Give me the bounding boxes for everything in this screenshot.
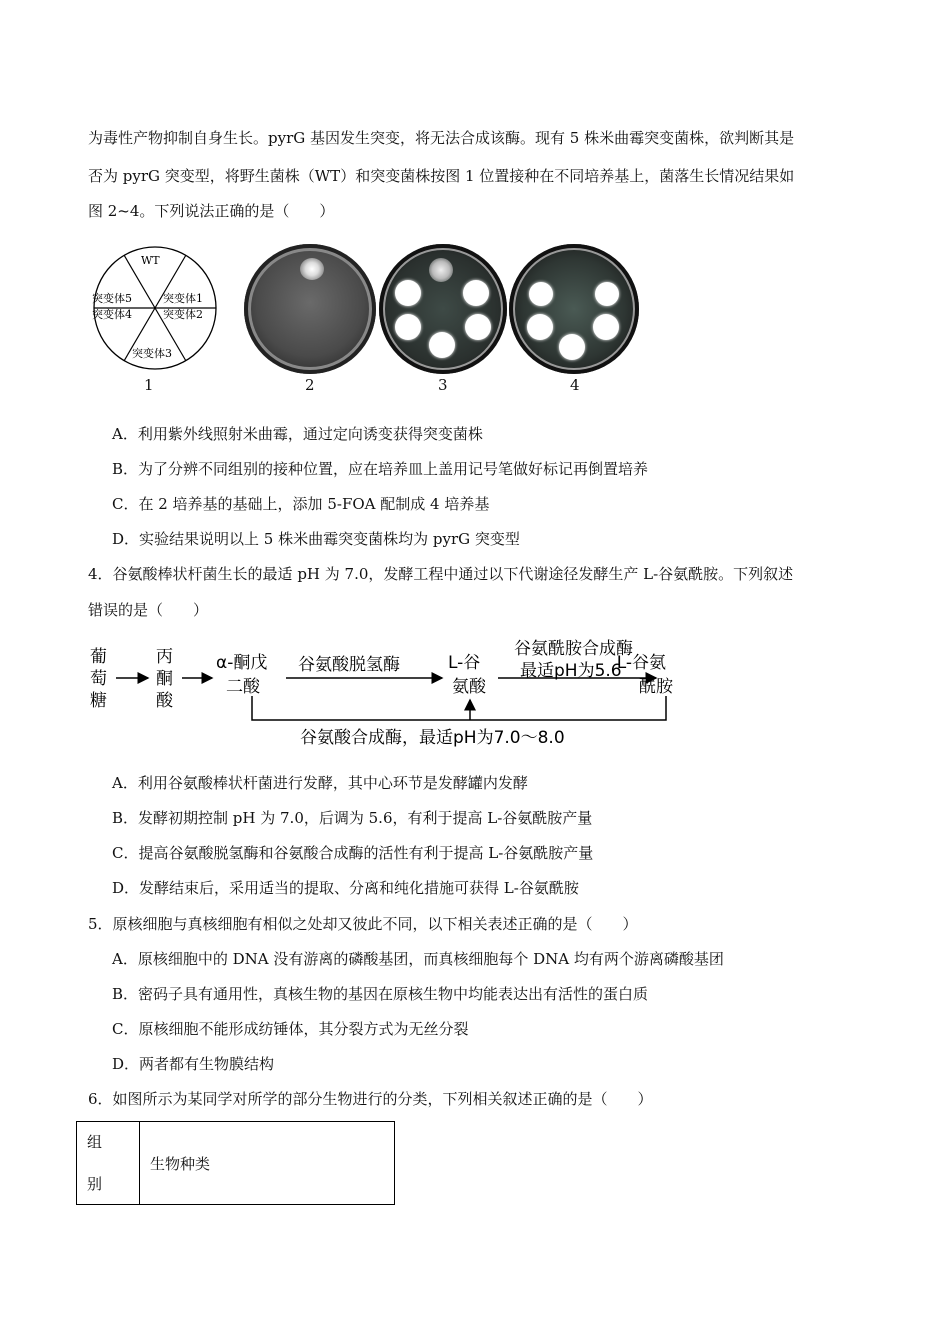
table-header-group (77, 1122, 140, 1205)
q4-stem-line-2: 错误的是（ ） (88, 601, 209, 619)
colony-mutant-4 (527, 314, 553, 340)
node-glutamate-2: 氨酸 (452, 677, 486, 697)
q6-stem: 6．如图所示为某同学对所学的部分生物进行的分类，下列相关叙述正确的是（ ） (88, 1090, 653, 1108)
q4-option-d: D．发酵结束后，采用适当的提取、分离和纯化措施可获得 L-谷氨酰胺 (112, 879, 579, 897)
colony-mutant-1 (463, 280, 489, 306)
sector-mutant-4: 突变体4 (92, 308, 132, 321)
intro-line-3: 图 2~4。下列说法正确的是（ ） (88, 202, 335, 220)
colony-mutant-2 (465, 314, 491, 340)
intro-line-2: 否为 pyrG 突变型，将野生菌株（WT）和突变菌株按图 1 位置接种在不同培养基上，菌落生长情况结果如 (88, 167, 795, 185)
node-glutamine-1: L-谷氨 (616, 653, 666, 673)
q4-stem-line-1: 4．谷氨酸棒状杆菌生长的最适 pH 为 7.0，发酵工程中通过以下代谢途径发酵生产 L-谷氨酰胺。下列叙述 (88, 565, 794, 583)
node-akg-1: α-酮戊 (216, 653, 268, 673)
q4-option-a: A．利用谷氨酸棒状杆菌进行发酵，其中心环节是发酵罐内发酵 (112, 774, 528, 792)
node-akg-2: 二酸 (226, 677, 260, 697)
colony-mutant-5 (529, 282, 553, 306)
table-header-species (140, 1122, 395, 1205)
q3-option-c: C．在 2 培养基的基础上，添加 5-FOA 配制成 4 培养基 (112, 495, 490, 513)
colony-mutant-1 (595, 282, 619, 306)
node-glucose-2: 萄 (90, 669, 107, 689)
q5-option-d: D．两者都有生物膜结构 (112, 1055, 275, 1073)
table-header-group-char-2: 别 (87, 1175, 103, 1193)
sector-wt: WT (141, 254, 160, 267)
sector-mutant-3: 突变体3 (132, 347, 172, 360)
enzyme-gs-ph: 最适pH为5.6 (520, 661, 622, 681)
table-header-species-label: 生物种类 (150, 1154, 211, 1173)
q4-option-b: B．发酵初期控制 pH 为 7.0，后调为 5.6，有利于提高 L-谷氨酰胺产量 (112, 809, 593, 827)
figure-label-2: 2 (305, 376, 315, 394)
q5-stem: 5．原核细胞与真核细胞有相似之处却又彼此不同，以下相关表述正确的是（ ） (88, 915, 638, 933)
enzyme-gs-name: 谷氨酰胺合成酶 (514, 639, 633, 659)
figure1-sector-diagram (86, 245, 226, 379)
petri-dish-2 (244, 244, 376, 374)
colony-mutant-2 (593, 314, 619, 340)
intro-line-1: 为毒性产物抑制自身生长。pyrG 基因发生突变，将无法合成该酶。现有 5 株米曲霉突变菌株，欲判断其是 (88, 129, 795, 147)
colony-mutant-3 (429, 332, 455, 358)
q5-option-c: C．原核细胞不能形成纺锤体，其分裂方式为无丝分裂 (112, 1020, 469, 1038)
figure-label-3: 3 (438, 376, 448, 394)
figure-label-1: 1 (144, 376, 154, 394)
colony-wt (300, 258, 324, 280)
colony-mutant-4 (395, 314, 421, 340)
sector-mutant-2: 突变体2 (163, 308, 203, 321)
q5-option-a: A．原核细胞中的 DNA 没有游离的磷酸基团，而真核细胞每个 DNA 均有两个游离磷酸基团 (112, 950, 724, 968)
q6-classification-table (76, 1121, 395, 1205)
table-header-group-char-1: 组 (87, 1133, 103, 1151)
node-pyruvate-1: 丙 (156, 647, 173, 667)
node-glutamate-1: L-谷 (448, 653, 481, 673)
sector-mutant-5: 突变体5 (92, 292, 132, 305)
enzyme-gogat: 谷氨酸合成酶，最适pH为7.0～8.0 (300, 728, 565, 748)
node-glucose-1: 葡 (90, 647, 107, 667)
node-glutamine-2: 酰胺 (639, 677, 673, 697)
q5-option-b: B．密码子具有通用性，真核生物的基因在原核生物中均能表达出有活性的蛋白质 (112, 985, 649, 1003)
enzyme-gdh: 谷氨酸脱氢酶 (298, 655, 400, 675)
q4-option-c: C．提高谷氨酸脱氢酶和谷氨酸合成酶的活性有利于提高 L-谷氨酰胺产量 (112, 844, 594, 862)
q3-option-a: A．利用紫外线照射米曲霉，通过定向诱变获得突变菌株 (112, 425, 483, 443)
petri-dish-4 (509, 244, 639, 374)
node-pyruvate-3: 酸 (156, 691, 173, 711)
node-glucose-3: 糖 (90, 691, 107, 711)
petri-dish-3 (379, 244, 507, 374)
metabolic-pathway-diagram (86, 639, 673, 750)
q3-option-b: B．为了分辨不同组别的接种位置，应在培养皿上盖用记号笔做好标记再倒置培养 (112, 460, 649, 478)
sector-mutant-1: 突变体1 (163, 292, 203, 305)
colony-mutant-5 (395, 280, 421, 306)
colony-mutant-3 (559, 334, 585, 360)
figure-label-4: 4 (570, 376, 580, 394)
colony-wt (429, 258, 453, 282)
node-pyruvate-2: 酮 (156, 669, 173, 689)
q3-option-d: D．实验结果说明以上 5 株米曲霉突变菌株均为 pyrG 突变型 (112, 530, 520, 548)
